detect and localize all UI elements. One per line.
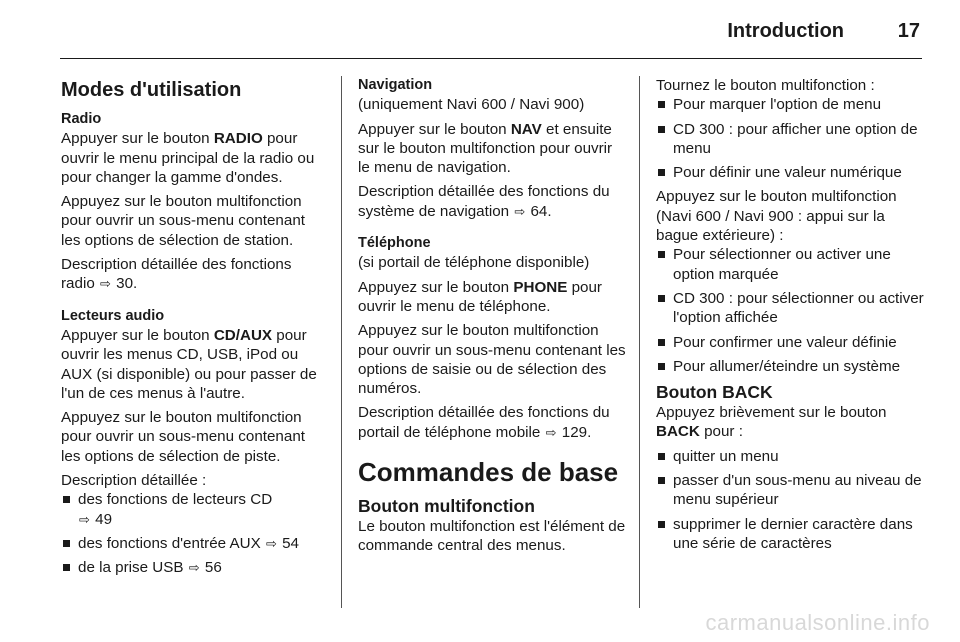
list-item: de la prise USB ⇨ 56	[61, 558, 327, 577]
bullet-icon	[658, 363, 665, 370]
watermark: carmanualsonline.info	[705, 610, 930, 635]
list-item: Pour définir une valeur numérique	[656, 163, 924, 182]
back-paragraph: Appuyez brièvement sur le bouton BACK pour :	[656, 404, 887, 441]
phone-paragraph-3: Description détaillée des fonctions du portail de téléphone mobile ⇨ 129.	[358, 404, 610, 441]
radio-title: Radio	[61, 111, 102, 127]
phone-paragraph-1: Appuyez sur le bouton PHONE pour ouvrir le menu de téléphone.	[358, 278, 602, 315]
turn-intro: Tournez le bouton multifonction :	[656, 77, 875, 94]
list-item: quitter un menu	[656, 447, 924, 466]
header-rule	[60, 58, 922, 59]
audio-paragraph-3: Description détaillée :	[61, 472, 207, 490]
list-item: Pour sélectionner ou activer une option marquée	[656, 245, 924, 284]
phone-title: Téléphone	[358, 235, 431, 252]
column-2	[358, 76, 626, 561]
list-item: CD 300 : pour afficher une option de menu	[656, 120, 924, 159]
nav-paragraph-2: Description détaillée des fonctions du système de navigation ⇨ 64.	[358, 183, 610, 220]
column-divider-1	[341, 76, 342, 608]
bullet-icon	[658, 251, 665, 258]
bullet-icon	[658, 339, 665, 346]
section-heading: Modes d'utilisation	[61, 79, 242, 101]
bullet-icon	[658, 521, 665, 528]
list-item: supprimer le dernier caractère dans une série de caractères	[656, 515, 924, 554]
nav-paragraph-1: Appuyer sur le bouton NAV et ensuite sur le bouton multifonction pour ouvrir le menu de navigation.	[358, 120, 613, 177]
bullet-icon	[658, 477, 665, 484]
section-title: Introduction	[727, 20, 844, 42]
list-item: Pour marquer l'option de menu	[656, 95, 924, 114]
list-item: des fonctions de lecteurs CD ⇨ 49	[61, 490, 327, 529]
page-number: 17	[897, 20, 920, 42]
page-header	[60, 18, 922, 46]
list-item: des fonctions d'entrée AUX ⇨ 54	[61, 534, 327, 553]
audio-title: Lecteurs audio	[61, 307, 165, 324]
radio-button-name: RADIO	[213, 130, 263, 148]
column-3	[656, 76, 924, 558]
page-ref-arrow-icon: ⇨	[545, 424, 557, 440]
page-ref-arrow-icon: ⇨	[188, 560, 200, 576]
multifunction-paragraph: Le bouton multifonction est l'élément de commande central des menus.	[358, 518, 626, 555]
radio-paragraph-1: Appuyer sur le bouton RADIO pour ouvrir le menu principal de la radio ou pour changer la gamme d'ondes.	[61, 130, 315, 186]
radio-paragraph-2: Appuyez sur le bouton multifonction pour ouvrir un sous-menu contenant les options de sélection de station.	[61, 193, 305, 249]
audio-list	[61, 490, 327, 577]
back-title: Bouton BACK	[656, 382, 773, 403]
back-button-name: BACK	[656, 423, 700, 441]
list-item: Pour allumer/éteindre un système	[656, 357, 924, 376]
page-ref-arrow-icon: ⇨	[100, 276, 111, 292]
nav-subtitle: (uniquement Navi 600 / Navi 900)	[358, 96, 585, 114]
nav-title: Navigation	[358, 77, 433, 93]
column-1	[61, 76, 327, 583]
bullet-icon	[63, 540, 70, 547]
page-ref-arrow-icon: ⇨	[79, 511, 90, 527]
list-item: CD 300 : pour sélectionner ou activer l'option affichée	[656, 289, 924, 328]
nav-button-name: NAV	[510, 120, 542, 138]
bullet-icon	[63, 564, 70, 571]
audio-paragraph-2: Appuyez sur le bouton multifonction pour ouvrir un sous-menu contenant les options de sélection de piste.	[61, 409, 305, 465]
bullet-icon	[658, 126, 665, 133]
back-list	[656, 447, 924, 553]
column-divider-2	[639, 76, 640, 608]
bullet-icon	[658, 295, 665, 302]
phone-paragraph-2: Appuyez sur le bouton multifonction pour ouvrir un sous-menu contenant les options de saisie ou de sélection des numéros.	[358, 322, 626, 398]
list-item: passer d'un sous-menu au niveau de menu supérieur	[656, 471, 924, 510]
phone-button-name: PHONE	[513, 278, 568, 296]
bullet-icon	[658, 101, 665, 108]
press-intro: Appuyez sur le bouton multifonction (Navi 600 / Navi 900 : appui sur la bague extérieure) :	[656, 188, 897, 245]
bullet-icon	[658, 453, 665, 460]
bullet-icon	[63, 496, 70, 503]
audio-paragraph-1: Appuyer sur le bouton CD/AUX pour ouvrir les menus CD, USB, iPod ou AUX (si disponible) ou pour passer de l'un de ces menus à l'autre.	[61, 326, 317, 402]
page-ref-arrow-icon: ⇨	[514, 203, 526, 219]
page-ref-arrow-icon: ⇨	[265, 535, 277, 551]
phone-subtitle: (si portail de téléphone disponible)	[358, 254, 590, 272]
radio-paragraph-3: Description détaillée des fonctions radio ⇨ 30.	[61, 256, 292, 293]
multifunction-title: Bouton multifonction	[358, 496, 535, 517]
list-item: Pour confirmer une valeur définie	[656, 333, 924, 352]
bullet-icon	[658, 169, 665, 176]
cdaux-button-name: CD/AUX	[213, 326, 273, 344]
basics-heading: Commandes de base	[358, 457, 619, 488]
press-list	[656, 245, 924, 376]
turn-list	[656, 95, 924, 182]
